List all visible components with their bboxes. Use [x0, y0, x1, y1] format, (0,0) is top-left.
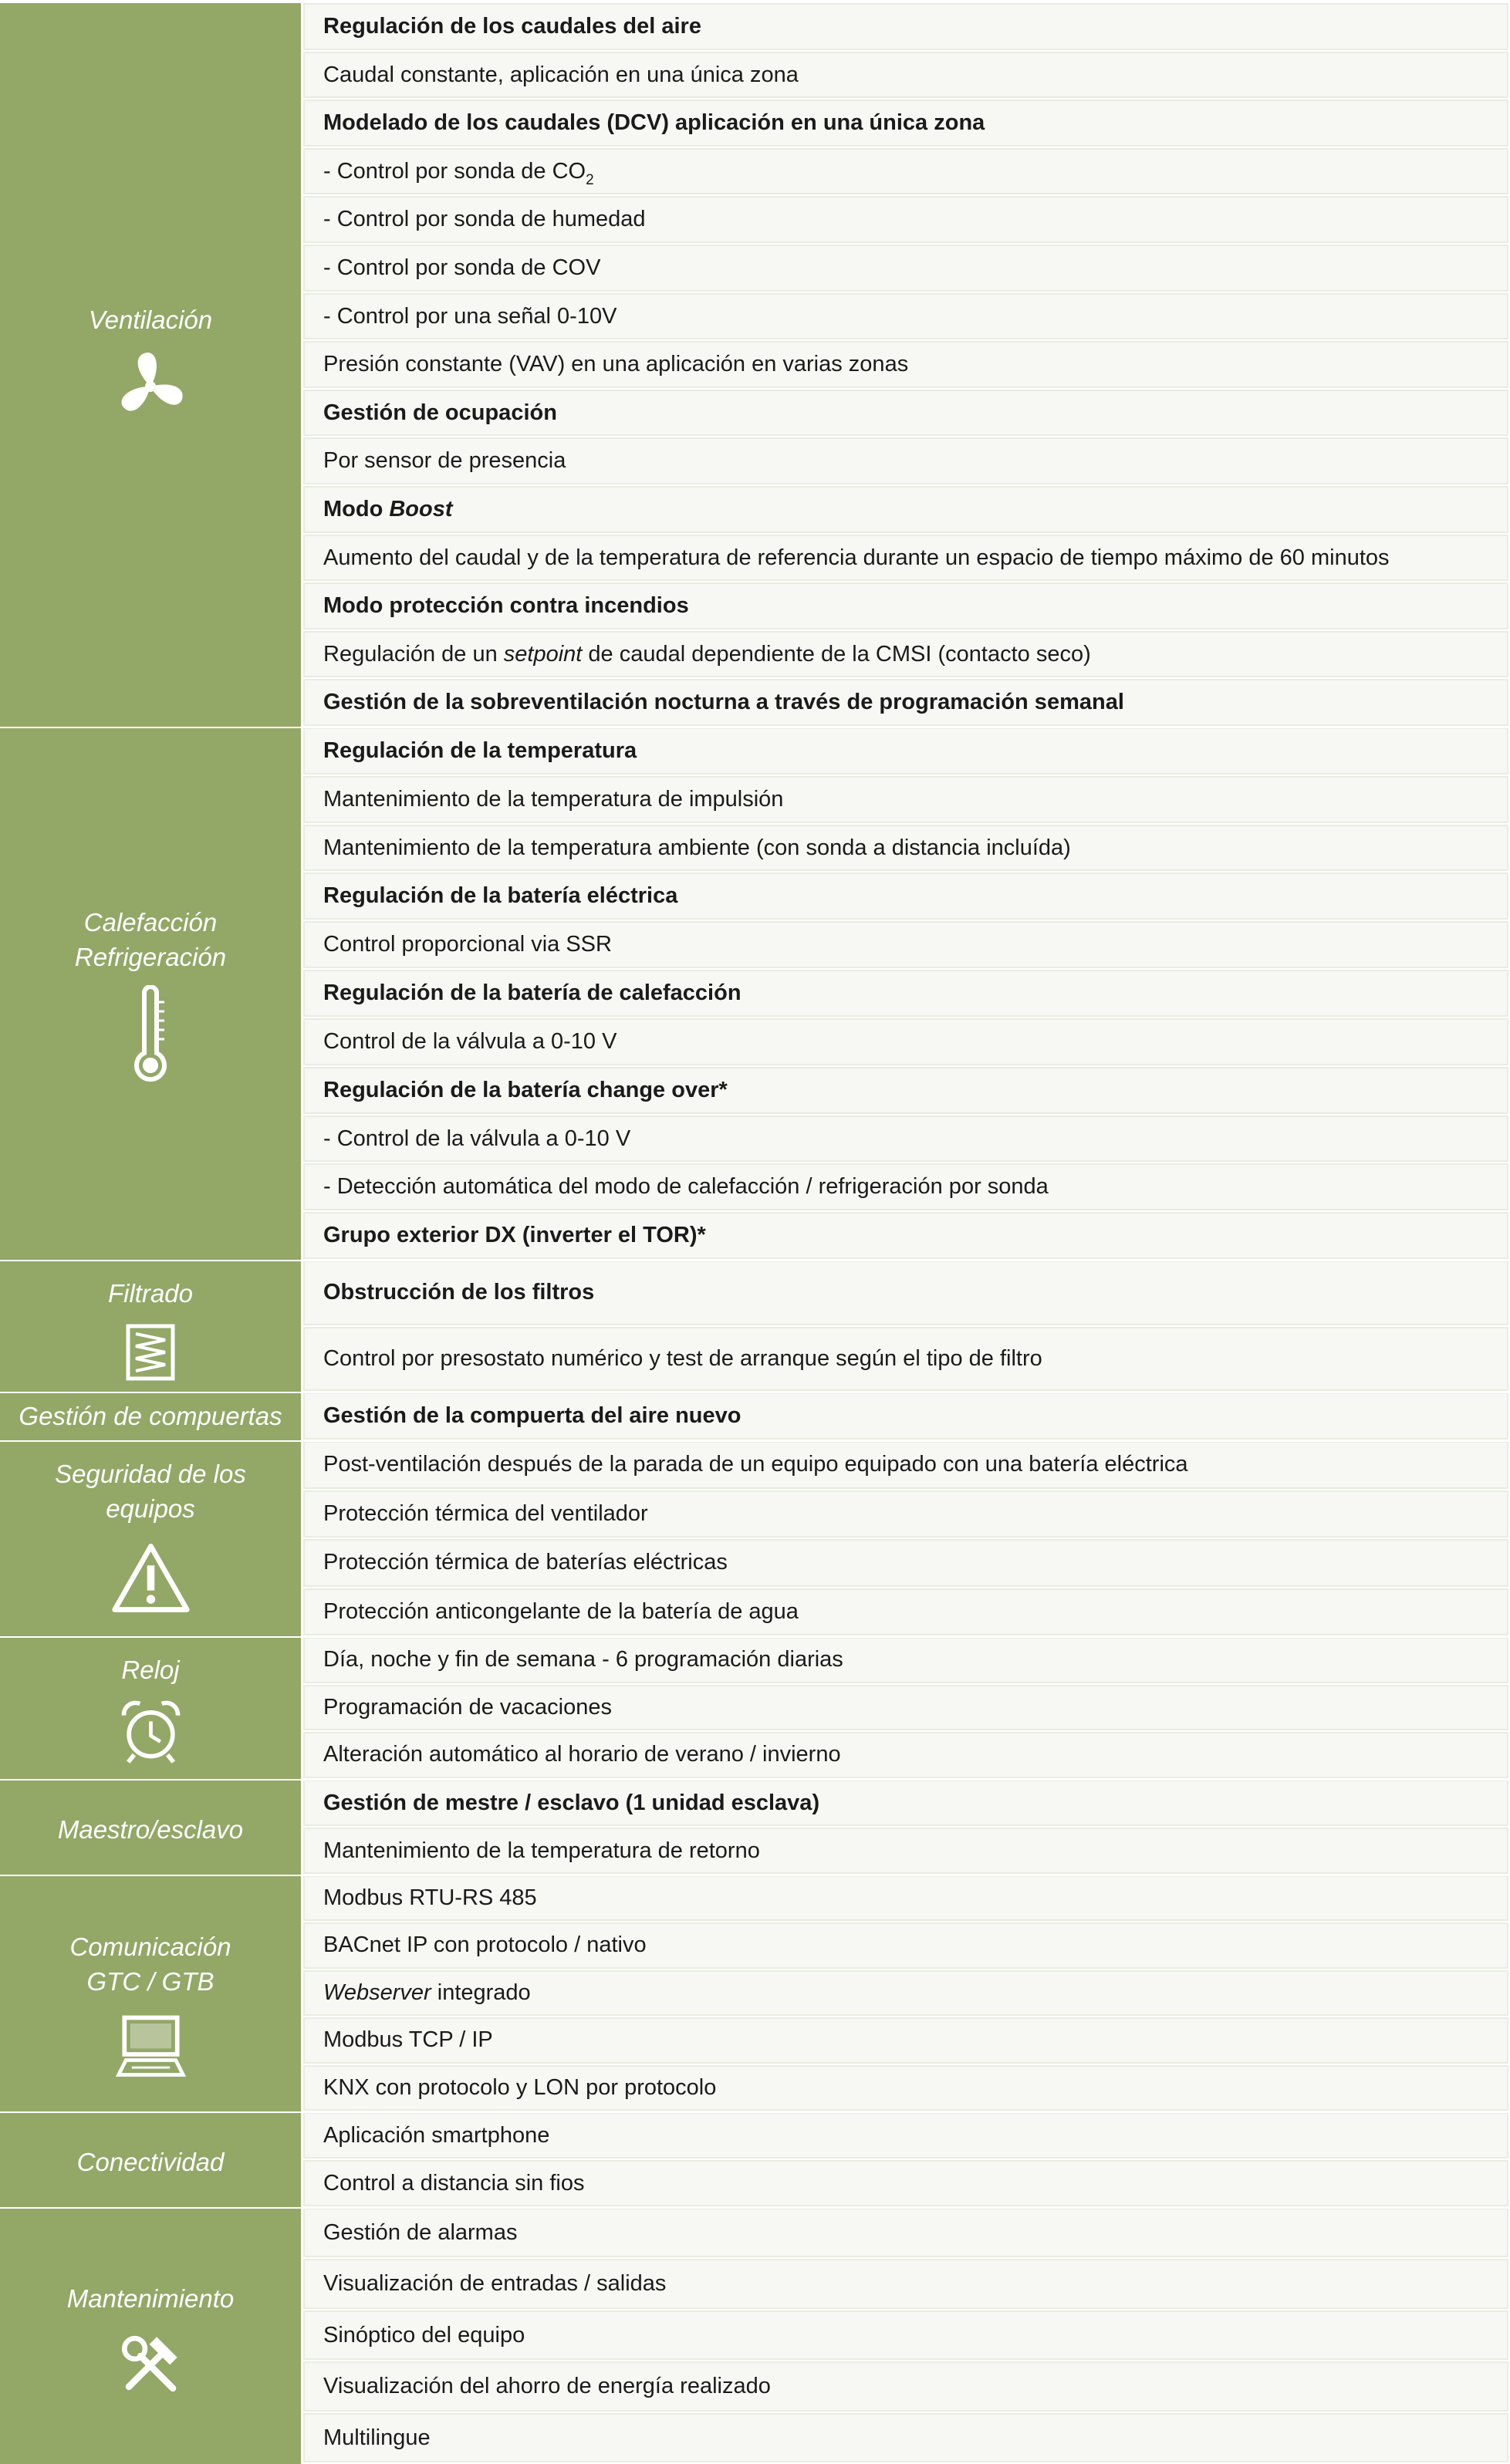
category-cell: [0, 1875, 301, 2112]
category-cell: [0, 727, 301, 1261]
feature-text: Protección anticongelante de la batería de agua: [323, 1598, 799, 1624]
category-label: Ventilación: [88, 305, 213, 334]
feature-text: Gestión de la compuerta del aire nuevo: [323, 1403, 741, 1428]
feature-text: Obstrucción de los filtros: [323, 1280, 595, 1305]
category-cell: [0, 1392, 301, 1441]
feature-row: [303, 1018, 1508, 1065]
feature-group: [0, 1392, 1510, 1441]
feature-text: Multilingue: [323, 2425, 431, 2450]
feature-text: Por sensor de presencia: [323, 448, 566, 474]
feature-text: Protección térmica de baterías eléctricas: [323, 1550, 728, 1575]
feature-row: [303, 486, 1508, 533]
feature-group: [0, 3, 1510, 727]
feature-group: [0, 1637, 1510, 1780]
feature-text: Modbus TCP / IP: [323, 2027, 493, 2053]
feature-row: [303, 1327, 1508, 1392]
feature-row: [303, 1970, 1508, 2016]
alarm-clock-icon: [118, 1698, 184, 1764]
feature-text: Protección térmica del ventilador: [323, 1500, 648, 1526]
feature-row: [303, 1163, 1508, 1210]
feature-row: [303, 148, 1508, 195]
feature-text: Regulación de la temperatura: [323, 738, 637, 763]
feature-row: [303, 437, 1508, 484]
feature-row: [303, 196, 1508, 243]
group-separator: [0, 727, 1510, 728]
tools-icon: [114, 2327, 187, 2400]
feature-row: [303, 293, 1508, 340]
feature-row: [303, 2112, 1508, 2159]
feature-text-suffix: de caudal dependiente de la CMSI (contacto seco): [582, 641, 1091, 667]
feature-group: [0, 727, 1510, 1261]
feature-row: [303, 2413, 1508, 2462]
feature-text: Modbus RTU-RS 485: [323, 1885, 537, 1910]
feature-text: Control por presostato numérico y test de arranque según el tipo de filtro: [323, 1345, 1042, 1371]
feature-text: Post-ventilación después de la parada de un equipo equipado con una batería eléctrica: [323, 1452, 1188, 1477]
feature-text: - Control por sonda de COV: [323, 255, 601, 280]
category-label: Calefacción: [83, 908, 218, 937]
feature-row: [303, 2361, 1508, 2411]
feature-row: [303, 1732, 1508, 1778]
feature-group: [0, 1441, 1510, 1637]
thermometer-icon: [100, 985, 201, 1085]
feature-text: - Control por una señal 0-10V: [323, 303, 617, 329]
category-label: Reloj: [121, 1656, 180, 1684]
feature-group: [0, 1261, 1510, 1392]
feature-row: [303, 2160, 1508, 2206]
feature-text: Programación de vacaciones: [323, 1694, 612, 1720]
category-cell: [0, 1261, 301, 1392]
feature-text: Regulación de la batería eléctrica: [323, 883, 678, 909]
feature-row: [303, 535, 1508, 582]
feature-text: Caudal constante, aplicación en una única zona: [323, 62, 799, 87]
feature-row: [303, 631, 1508, 678]
feature-text: Visualización de entradas / salidas: [323, 2271, 667, 2297]
group-separator: [0, 1440, 1510, 1442]
category-cell: [0, 1637, 301, 1780]
feature-group: [0, 1875, 1510, 2112]
feature-text-suffix: integrado: [431, 1980, 531, 2005]
feature-text: - Detección automática del modo de calefacción / refrigeración por sonda: [323, 1174, 1049, 1200]
group-separator: [0, 1779, 1510, 1780]
category-cell: [0, 2208, 301, 2464]
feature-rows: [303, 2208, 1510, 2464]
feature-row: [303, 873, 1508, 920]
feature-text: Regulación de los caudales del aire: [323, 14, 701, 39]
feature-row: [303, 1392, 1508, 1440]
feature-text: - Control de la válvula a 0-10 V: [323, 1126, 631, 1151]
feature-row: [303, 1212, 1508, 1259]
feature-text: Aplicación smartphone: [323, 2123, 550, 2148]
feature-row: [303, 776, 1508, 823]
feature-row: [303, 727, 1508, 775]
feature-row: [303, 1067, 1508, 1114]
feature-text: Mantenimiento de la temperatura de impulsión: [323, 786, 784, 812]
category-cell: [0, 3, 301, 727]
feature-text: Gestión de la sobreventilación nocturna a través de programación semanal: [323, 690, 1124, 715]
feature-rows: [303, 1261, 1510, 1392]
feature-rows: [303, 1780, 1510, 1875]
feature-row: [303, 100, 1508, 147]
feature-row: [303, 1588, 1508, 1636]
feature-text-italic: Boost: [389, 497, 453, 521]
feature-text: Día, noche y fin de semana - 6 programación diarias: [323, 1647, 843, 1672]
fan-icon: [112, 348, 189, 425]
feature-text: Control de la válvula a 0-10 V: [323, 1028, 617, 1054]
category-label: Comunicación: [69, 1932, 231, 1961]
category-label: Conectividad: [76, 2148, 225, 2176]
category-label: Mantenimiento: [66, 2284, 235, 2313]
feature-row: [303, 1637, 1508, 1683]
category-cell: [0, 1780, 301, 1875]
group-separator: [0, 1260, 1510, 1261]
feature-row: [303, 1875, 1508, 1921]
feature-text: Mantenimiento de la temperatura ambiente (con sonda a distancia incluída): [323, 835, 1071, 860]
feature-row: [303, 2208, 1508, 2257]
feature-row: [303, 679, 1508, 726]
feature-text: Regulación de la batería de calefacción: [323, 981, 741, 1006]
category-cell: [0, 2112, 301, 2208]
feature-row: [303, 2017, 1508, 2063]
feature-text: Gestión de mestre / esclavo (1 unidad esclava): [323, 1791, 820, 1815]
feature-rows: [303, 1875, 1510, 2112]
category-label: Maestro/esclavo: [57, 1815, 244, 1844]
feature-text: Visualización del ahorro de energía realizado: [323, 2374, 771, 2399]
feature-text: BACnet IP con protocolo / nativo: [323, 1932, 647, 1958]
group-separator: [0, 2207, 1510, 2209]
feature-row: [303, 2065, 1508, 2111]
feature-text: Gestión de ocupación: [323, 400, 557, 425]
feature-text: Modelado de los caudales (DCV) aplicación en una única zona: [323, 110, 985, 136]
feature-text: Aumento del caudal y de la temperatura de referencia durante un espacio de tiempo máximo de 60 minutos: [323, 545, 1390, 570]
feature-row: [303, 582, 1508, 630]
group-separator: [0, 1636, 1510, 1638]
group-separator: [0, 1875, 1510, 1876]
feature-row: [303, 825, 1508, 872]
category-label: Gestión de compuertas: [19, 1402, 282, 1430]
feature-text: Control proporcional via SSR: [323, 932, 612, 957]
feature-text: Mantenimiento de la temperatura de retorno: [323, 1838, 760, 1863]
computer-icon: [114, 2010, 187, 2083]
feature-group: [0, 2208, 1510, 2464]
feature-row: [303, 1441, 1508, 1489]
feature-text: Regulación de un: [323, 641, 504, 667]
subscript: 2: [586, 171, 594, 188]
feature-rows: [303, 1392, 1510, 1441]
feature-row: [303, 2259, 1508, 2308]
feature-text: Modo: [323, 497, 390, 521]
feature-group: [0, 1780, 1510, 1875]
category-label: Seguridad de los: [55, 1460, 246, 1488]
feature-row: [303, 1539, 1508, 1587]
feature-rows: [303, 3, 1510, 727]
feature-row: [303, 1490, 1508, 1538]
category-label: Filtrado: [107, 1279, 194, 1308]
category-cell: [0, 1441, 301, 1637]
group-separator: [0, 2111, 1510, 2113]
feature-row: [303, 1780, 1508, 1826]
feature-row: [303, 1116, 1508, 1163]
feature-text: Modo protección contra incendios: [323, 593, 689, 619]
feature-row: [303, 390, 1508, 437]
feature-row: [303, 1261, 1508, 1325]
category-label: equipos: [106, 1494, 195, 1523]
feature-text-italic: setpoint: [503, 641, 583, 667]
feature-row: [303, 52, 1508, 99]
feature-text: Control a distancia sin fios: [323, 2171, 585, 2196]
feature-text: Presión constante (VAV) en una aplicación en varias zonas: [323, 352, 909, 377]
feature-row: [303, 1922, 1508, 1968]
feature-row: [303, 245, 1508, 292]
feature-row: [303, 1828, 1508, 1874]
feature-row: [303, 921, 1508, 968]
feature-row: [303, 341, 1508, 388]
filter-icon: [120, 1321, 181, 1383]
feature-row: [303, 970, 1508, 1017]
feature-rows: [303, 1637, 1510, 1780]
feature-text: Gestión de alarmas: [323, 2220, 518, 2245]
feature-text: - Control por sonda de CO: [323, 158, 586, 184]
feature-rows: [303, 1441, 1510, 1637]
feature-rows: [303, 2112, 1510, 2208]
feature-text: Regulación de la batería change over*: [323, 1077, 728, 1102]
feature-row: [303, 1685, 1508, 1731]
feature-rows: [303, 727, 1510, 1261]
feature-text: KNX con protocolo y LON por protocolo: [323, 2074, 717, 2100]
group-separator: [0, 1392, 1510, 1393]
category-label: Refrigeración: [74, 943, 227, 971]
feature-text: - Control por sonda de humedad: [323, 207, 646, 232]
warning-icon: [110, 1537, 191, 1618]
feature-text: Sinóptico del equipo: [323, 2322, 525, 2348]
category-label: GTC / GTB: [86, 1967, 215, 1996]
feature-text: Grupo exterior DX (inverter el TOR)*: [323, 1223, 706, 1248]
feature-text-italic: Webserver: [323, 1980, 431, 2005]
feature-row: [303, 3, 1508, 50]
feature-text: Alteración automático al horario de verano / invierno: [323, 1742, 841, 1767]
feature-group: [0, 2112, 1510, 2208]
feature-row: [303, 2310, 1508, 2360]
